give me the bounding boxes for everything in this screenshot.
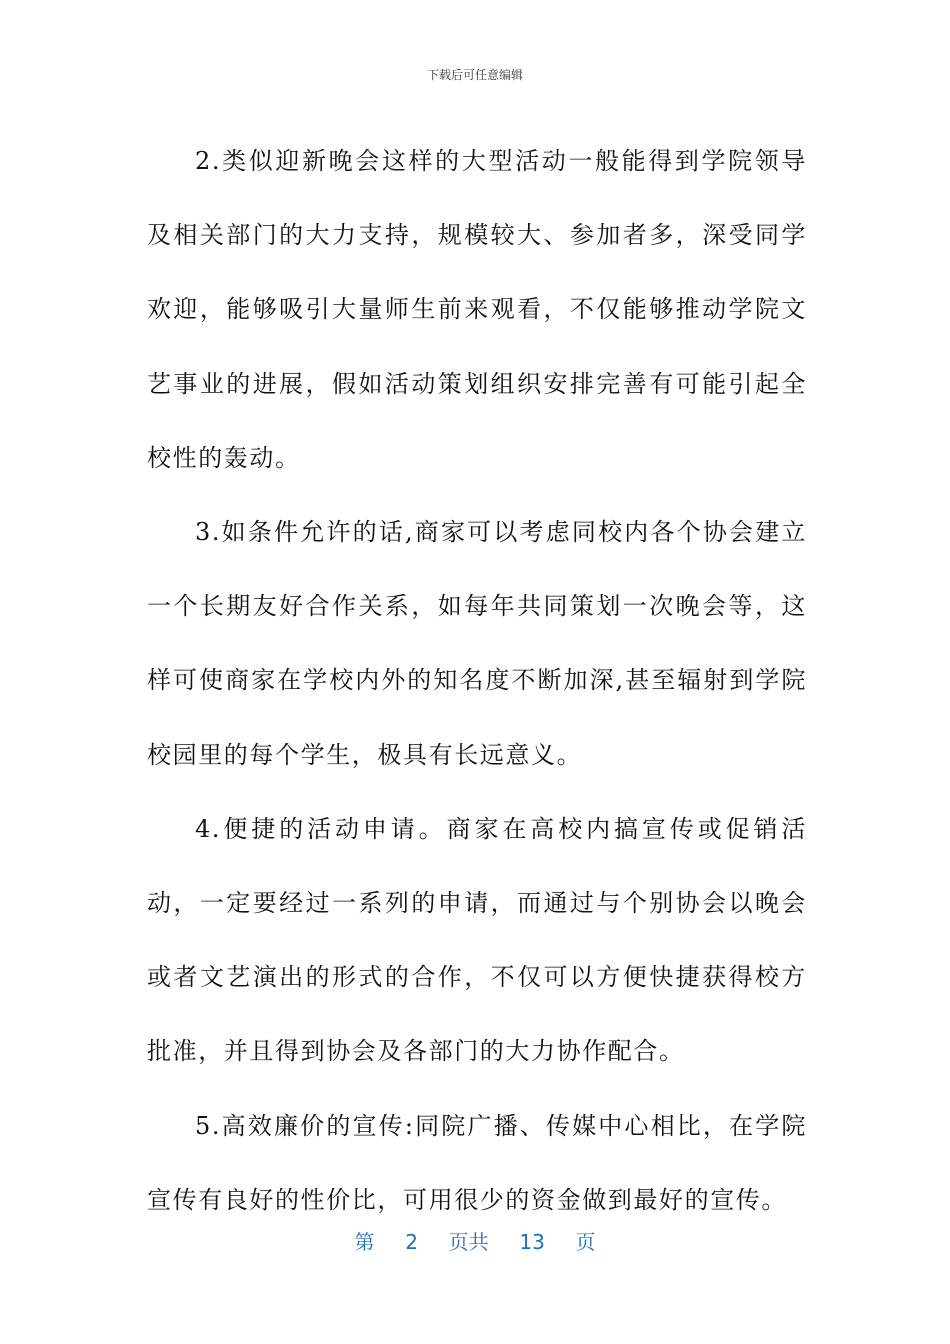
footer-suffix: 页 [575, 1230, 596, 1254]
paragraph-2: 2.类似迎新晚会这样的大型活动一般能得到学院领导及相关部门的大力支持，规模较大、参加者多，深受同学欢迎，能够吸引大量师生前来观看，不仅能够推动学院文艺事业的进展，假如活动策划组织安排完善有可能引起全校性的轰动。 [147, 147, 807, 472]
footer-current-page: 2 [405, 1230, 418, 1254]
page-footer [0, 1226, 950, 1255]
document-body [147, 124, 807, 1237]
footer-total-pages: 13 [519, 1230, 545, 1254]
paragraph-4: 4.便捷的活动申请。商家在高校内搞宣传或促销活动，一定要经过一系列的申请，而通过与个别协会以晚会或者文艺演出的形式的合作，不仅可以方便快捷获得校方批准，并且得到协会及各部门的大力协作配合。 [147, 814, 807, 1066]
footer-middle: 页共 [448, 1230, 489, 1254]
header-note: 下载后可任意编辑 [426, 68, 523, 82]
paragraph-3: 3.如条件允许的话,商家可以考虑同校内各个协会建立一个长期友好合作关系，如每年共同策划一次晚会等，这样可使商家在学校内外的知名度不断加深,甚至辐射到学院校园里的每个学生，极具有长远意义。 [147, 518, 807, 769]
paragraph-5: 5.高效廉价的宣传:同院广播、传媒中心相比，在学院宣传有良好的性价比，可用很少的资金做到最好的宣传。 [147, 1111, 807, 1214]
footer-prefix: 第 [354, 1230, 375, 1254]
